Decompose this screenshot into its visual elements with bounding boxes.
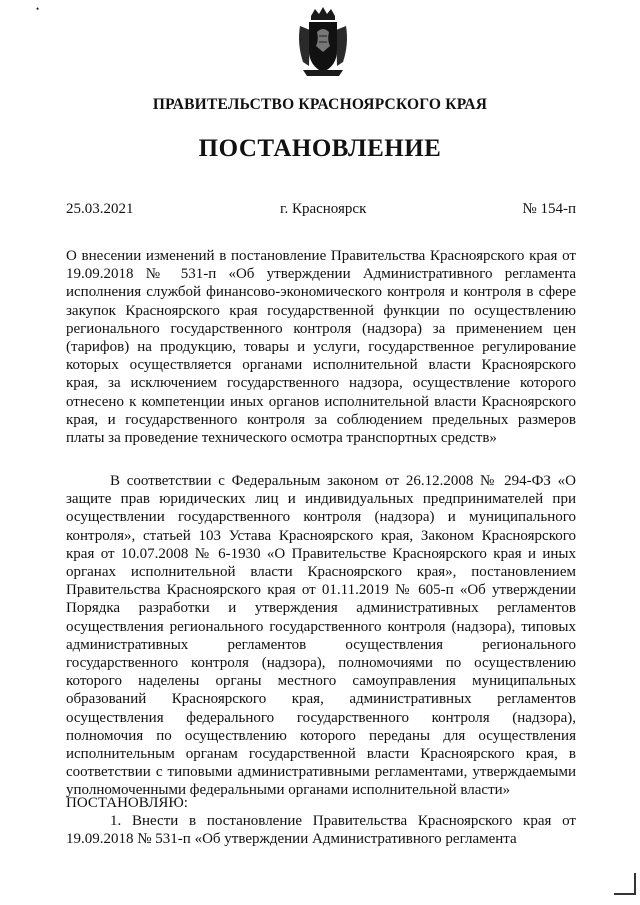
document-meta xyxy=(66,201,576,221)
preamble-paragraph: В соответствии с Федеральным законом от 26.12.2008 № 294-ФЗ «О защите прав юридических лиц и индивидуальных предпринимателей при осуществлении государственного контроля (надзора) и муниципального контроля», статьей 103 Устава Красноярского края, Законом Красноярского края от 10.07.2008 № 6-1930 «О Правительстве Красноярского края и иных органах исполнительной власти Красноярского края», постановлением Правительства Красноярского края от 01.11.2019 № 605-п «Об утверждении Порядка разработки и утверждения административных регламентов осуществления регионального государственного контроля (надзора), типовых административных регламентов осуществления регионального государственного контроля (надзора), полномочиями по осуществлению которого наделены органы местного самоуправления муниципальных образований Красноярского края, административных регламентов осуществления федерального государственного контроля (надзора), полномочия по осуществлению которого переданы для осуществления исполнительным органам государственной власти Красноярского края, в соответствии с типовыми административными регламентами, утверждаемыми уполномоченными федеральными органами исполнительной власти» xyxy=(66,473,576,799)
resolve-heading: ПОСТАНОВЛЯЮ: xyxy=(66,795,188,811)
document-number: № 154-п xyxy=(522,201,576,217)
item-1-paragraph: 1. Внести в постановление Правительства Красноярского края от 19.09.2018 № 531-п «Об утверждении Административного регламента xyxy=(66,813,576,848)
document-type: ПОСТАНОВЛЕНИЕ xyxy=(198,135,442,162)
document-city: г. Красноярск xyxy=(280,201,367,217)
government-name: ПРАВИТЕЛЬСТВО КРАСНОЯРСКОГО КРАЯ xyxy=(152,96,488,113)
document-title: О внесении изменений в постановление Правительства Красноярского края от 19.09.2018 № 531-п «Об утверждении Административного регламента исполнения службой финансово-экономического контроля и контроля в сфере закупок Красноярского края государственной функции по осуществлению регионального государственного контроля (надзора) за применением цен (тарифов) на продукцию, товары и услуги, государственное регулирование которых осуществляется органами исполнительной власти Красноярского края, за исключением государственного надзора, осуществление которого отнесено к компетенции иных органов исполнительной власти Красноярского края, и государственного контроля за соблюдением предельных размеров платы за проведение технического осмотра транспортных средств» xyxy=(66,248,576,447)
corner-mark xyxy=(612,871,636,895)
coat-of-arms-icon xyxy=(297,6,349,78)
top-mark: • xyxy=(36,4,40,14)
document-date: 25.03.2021 xyxy=(66,201,134,217)
